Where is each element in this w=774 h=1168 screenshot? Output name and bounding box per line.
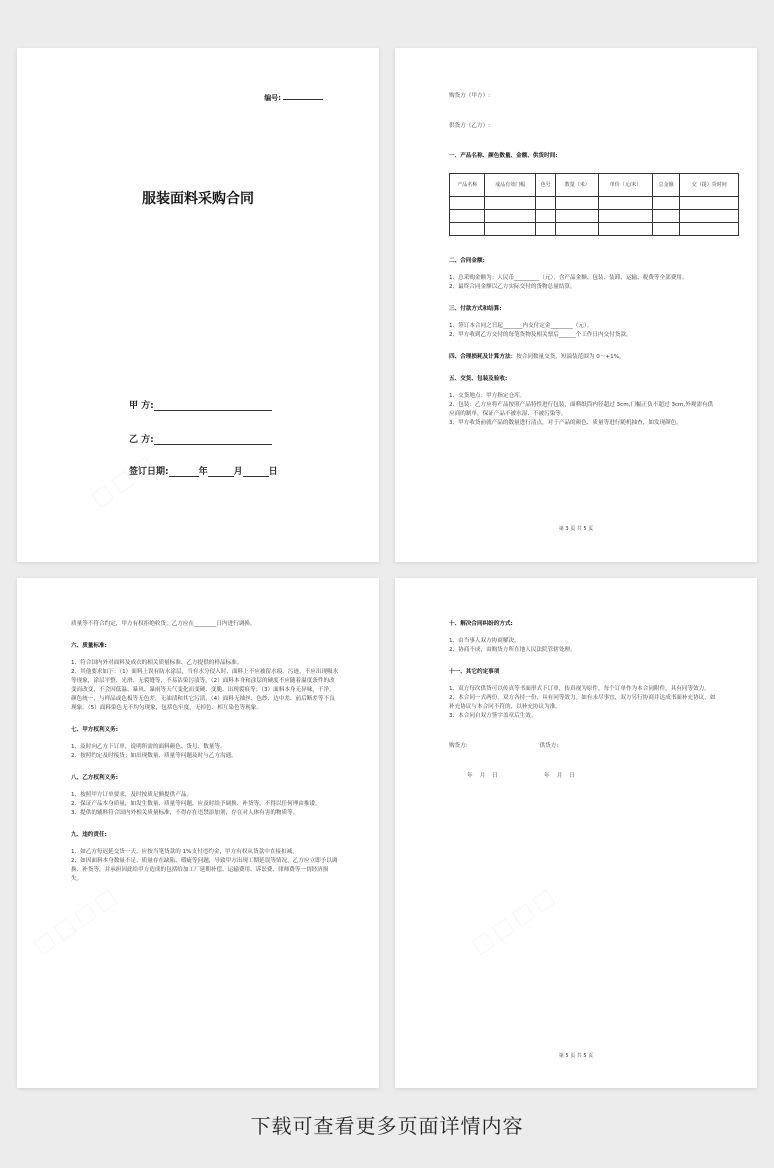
section-6-line-1: 1、符合国内外对面料及成衣的相关质量标准、乙方提供的样品标准。 [71, 660, 243, 666]
section-9-line-1: 1、如乙方每迟延交货一天，应按当笔货款的 1%支付违约金，甲方有权从货款中直接扣减。 [71, 849, 298, 855]
section-5-line-3: 3、甲方收货前就产品的数量进行清点，对于产品的颜色、质量等进行随机抽查，如发现颜色。 [449, 420, 682, 426]
sign-date-line [129, 464, 278, 477]
section-10-line-2: 2、协商不成，由购货方所在地人民法院管辖处理。 [449, 647, 576, 653]
party-b-blank [154, 444, 272, 445]
section-6-line-2: 2、其他要求如下：（1）面料上误有防水涂层，当有水分侵入时，面料上不应被留水痕、污迹，不应出现吸水等现象，涂层平整、光滑、无裂缝等，不易沾染污渍等。（2）面料本身和涂层的硬度不应随着温度条件的改变而改变，不会因低温、暴风、暴雨等天气变化而变硬、变脆、出现裂痕等；（3）面料本身无异味，干净，颜色统一，与样品或色板等无色差，无油渍和其它污渍，（4）面料无抽丝、色纱、边中差、前后断差等不良现象。（5）面料染色无不均匀现象，包括色牢度，无掉色、相互染色等现象。 [71, 669, 339, 711]
table-row [450, 210, 739, 223]
date-line [449, 772, 717, 781]
party-a-blank [154, 410, 272, 411]
party-a-label: 甲 方: [129, 401, 154, 411]
contract-page-5 [395, 578, 757, 1088]
header-color: 色号 [536, 174, 556, 197]
product-table-header [450, 174, 739, 197]
product-table [449, 173, 739, 236]
header-width: 成品有效门幅 [485, 174, 536, 197]
section-7-line-2: 2、按照约定及时接货；如出现数量、质量等问题及时与乙方沟通。 [71, 753, 237, 759]
section-11-line-3: 3、本合同自双方签字盖章后生效。 [449, 713, 537, 719]
seller-sign-label: 供货方: [539, 743, 559, 749]
table-row [450, 197, 739, 210]
party-b-line [129, 432, 272, 445]
seller-date: 年 月 日 [544, 773, 576, 779]
page-number: 第 3 页 共 5 页 [558, 526, 594, 532]
number-label: 编号: [264, 94, 281, 102]
party-b-label: 乙 方: [129, 435, 154, 445]
day-blank [243, 466, 269, 477]
section-10-line-1: 1、由当事人双方协商解决。 [449, 638, 520, 644]
month-blank [208, 466, 234, 477]
contract-title: 服装面料采购合同 [142, 191, 254, 207]
section-3-title: 三、付款方式和结算: [449, 306, 502, 312]
header-quantity: 数量（米） [556, 174, 599, 197]
sign-date-label: 签订日期: [129, 467, 169, 477]
contract-number [264, 93, 323, 103]
section-5-title: 五、交货、包装及验收: [449, 376, 508, 382]
section-4 [449, 353, 717, 362]
section-11-line-1: 1、双方每次供货可以传真等书面形式下订单，传真视为原件，每个订单作为本合同附件，具有同等效力。 [449, 686, 710, 692]
section-5-line-2: 2、包装：乙方应将产品按照产品特性进行包装，面料纸筒内径超过 3cm,门幅正负不超过 3cm,外观需有供应商的制单，保证产品不被水湿、不被污染等。 [449, 402, 714, 417]
section-11-title: 十一、其它约定事项 [449, 669, 500, 675]
day-label: 日 [268, 467, 278, 477]
section-3-line-1: 1、签订本合同之日起_______内支付定金________（元）。 [449, 323, 593, 329]
year-blank [169, 466, 199, 477]
download-caption: 下载可查看更多页面详情内容 [250, 1114, 524, 1138]
header-total: 总金额 [652, 174, 680, 197]
section-8-line-2: 2、保证产品本身质量，如发生数量、质量等问题，应及时给予调换、补货等，不得以任何理由推诿。 [71, 801, 321, 807]
page-3-body [449, 92, 727, 428]
section-8-line-3: 3、提供的辅料符合国内外相关质量标准，不得存在违禁添加剂，存在对人体有害的物质等。 [71, 810, 299, 816]
watermark [87, 449, 162, 512]
section-5-line-1: 1、交货地点：甲方指定仓库。 [449, 393, 526, 399]
watermark [467, 882, 563, 959]
buyer-date: 年 月 日 [467, 773, 499, 779]
party-a-line [129, 398, 272, 411]
page-number: 第 5 页 共 5 页 [558, 1053, 594, 1059]
signature-line [449, 742, 717, 751]
section-8-line-1: 1、按照甲方订单要求，及时按质足额提供产品。 [71, 792, 193, 798]
section-8-title: 八、乙方权利义务: [71, 775, 118, 781]
section-10-title: 十、解决合同纠纷的方式: [449, 621, 513, 627]
section-7-title: 七、甲方权利义务: [71, 727, 118, 733]
number-blank [283, 99, 323, 100]
contract-cover-page [17, 48, 379, 562]
section-2-line-2: 2、最终合同金额以乙方实际交付的货物总量结算。 [449, 284, 576, 290]
section-2-title: 二、合同金额: [449, 258, 485, 264]
section-1-title: 一、产品名称、颜色数量、金额、供货时间: [449, 153, 558, 159]
section-2-line-1: 1、总采购金额为：人民币_________（元），含产品金额、包装、装卸、运输、税费等全部费用。 [449, 275, 688, 281]
buyer-sign-label: 购货方: [449, 743, 468, 749]
section-7-line-1: 1、及时向乙方下订单，说明所需的面料颜色、货号、数量等。 [71, 744, 226, 750]
section-9-title: 九、违约责任: [71, 832, 107, 838]
watermark [29, 882, 125, 959]
contract-page-3 [395, 48, 757, 562]
contract-page-4 [17, 578, 379, 1088]
month-label: 月 [233, 467, 243, 477]
header-product-name: 产品名称 [450, 174, 485, 197]
section-11-line-2: 2、本合同一式两份，双方各持一份，具有同等效力。如有未尽事宜，双方另行协商并达成书面补充协议，如补充协议与本合同不符的，以补充协议为准。 [449, 695, 716, 710]
section-3-line-2: 2、甲方收到乙方交付的每笔货物及相关票后______个工作日内交付货款。 [449, 332, 632, 338]
section-9-line-2: 2、如因面料本身数量不足、质量存在缺陷、瑕疵等问题，导致甲方出现工期延误等情况，乙方应立即予以调换、补货等，并承担因此给甲方造成的包括给加工厂延期补偿、运输费用、诉讼费、律师费等一切经济损失。 [71, 858, 338, 882]
section-4-text: 按合同数量交货，短溢装范围为 0～+1%。 [516, 354, 625, 360]
section-6-title: 六、质量标准: [71, 643, 107, 649]
section-4-title: 四、合理损耗及计算方法： [449, 354, 517, 360]
page-4-body [71, 620, 339, 884]
continuation-line: 质量等不符合约定，甲方有权拒绝收货，乙方应在________日内进行调换。 [71, 621, 256, 627]
page-5-body [449, 620, 717, 781]
year-label: 年 [198, 467, 208, 477]
header-unit-price: 单价（元/米） [599, 174, 652, 197]
header-delivery-time: 交（提）货时间 [680, 174, 739, 197]
seller-line: 供货方（乙方）: [449, 123, 491, 129]
buyer-line: 购货方（甲方）: [449, 93, 491, 99]
table-row [450, 223, 739, 236]
